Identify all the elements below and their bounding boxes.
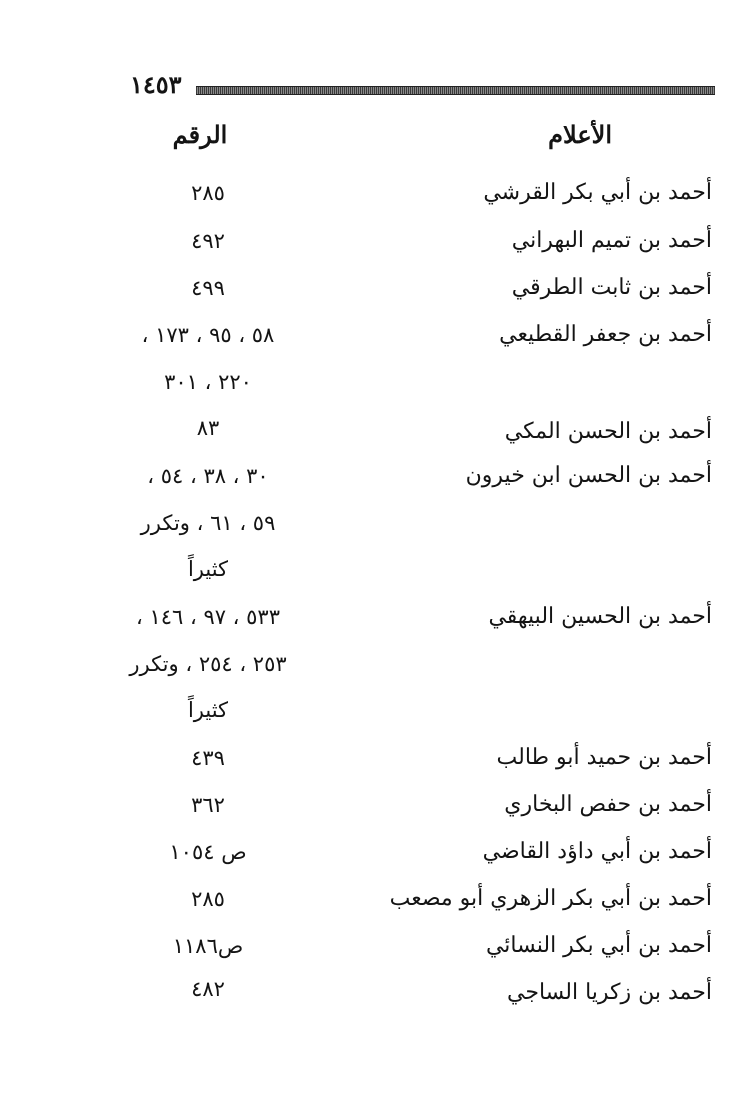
entry-number: ٤٣٩ (191, 746, 225, 770)
column-heading-names: الأعلام (548, 120, 612, 149)
entry-number: ص١١٨٦ (172, 934, 244, 958)
header-rule (196, 86, 715, 95)
entry-name: أحمد بن جعفر القطيعي (499, 322, 712, 347)
entry-number: ٥٨ ، ٩٥ ، ١٧٣ ، (141, 323, 275, 347)
page-number: ١٤٥٣ (130, 70, 182, 99)
column-heading-numbers: الرقم (172, 120, 228, 149)
entry-name: أحمد بن الحسين البيهقي (488, 604, 712, 629)
entry-number-continued: كثيراً (187, 698, 229, 722)
entry-number: ٨٣ (196, 416, 220, 440)
entry-name: أحمد بن تميم البهراني (511, 228, 712, 253)
entry-number: ٤٩٩ (191, 276, 225, 300)
entry-name: أحمد بن أبي داؤد القاضي (482, 839, 712, 864)
entry-number: ٢٨٥ (191, 181, 225, 205)
entry-number: ٣٦٢ (191, 793, 225, 817)
entry-name: أحمد بن أبي بكر القرشي (483, 180, 712, 205)
entry-number-continued: ٢٥٣ ، ٢٥٤ ، وتكرر (129, 652, 287, 676)
entry-name: أحمد بن ثابت الطرقي (511, 275, 712, 300)
entry-name: أحمد بن أبي بكر النسائي (485, 933, 712, 958)
entry-name: أحمد بن حفص البخاري (504, 792, 712, 817)
entry-name: أحمد بن الحسن المكي (504, 419, 712, 444)
entry-name: أحمد بن أبي بكر الزهري أبو مصعب (389, 886, 712, 911)
entry-number-continued: ٥٩ ، ٦١ ، وتكرر (140, 511, 276, 535)
entry-number: ٥٣٣ ، ٩٧ ، ١٤٦ ، (136, 605, 280, 629)
entry-number-continued: كثيراً (187, 557, 229, 581)
entry-number: ٣٠ ، ٣٨ ، ٥٤ ، (147, 464, 269, 488)
entry-name: أحمد بن الحسن ابن خيرون (465, 463, 712, 488)
entry-number: ص ١٠٥٤ (169, 840, 247, 864)
entry-name: أحمد بن زكريا الساجي (507, 980, 712, 1005)
entry-number: ٤٩٢ (191, 229, 225, 253)
entry-number: ٤٨٢ (191, 977, 225, 1001)
entry-number: ٢٨٥ (191, 887, 225, 911)
entry-number-continued: ٢٢٠ ، ٣٠١ (164, 370, 252, 394)
entry-name: أحمد بن حميد أبو طالب (496, 745, 712, 770)
